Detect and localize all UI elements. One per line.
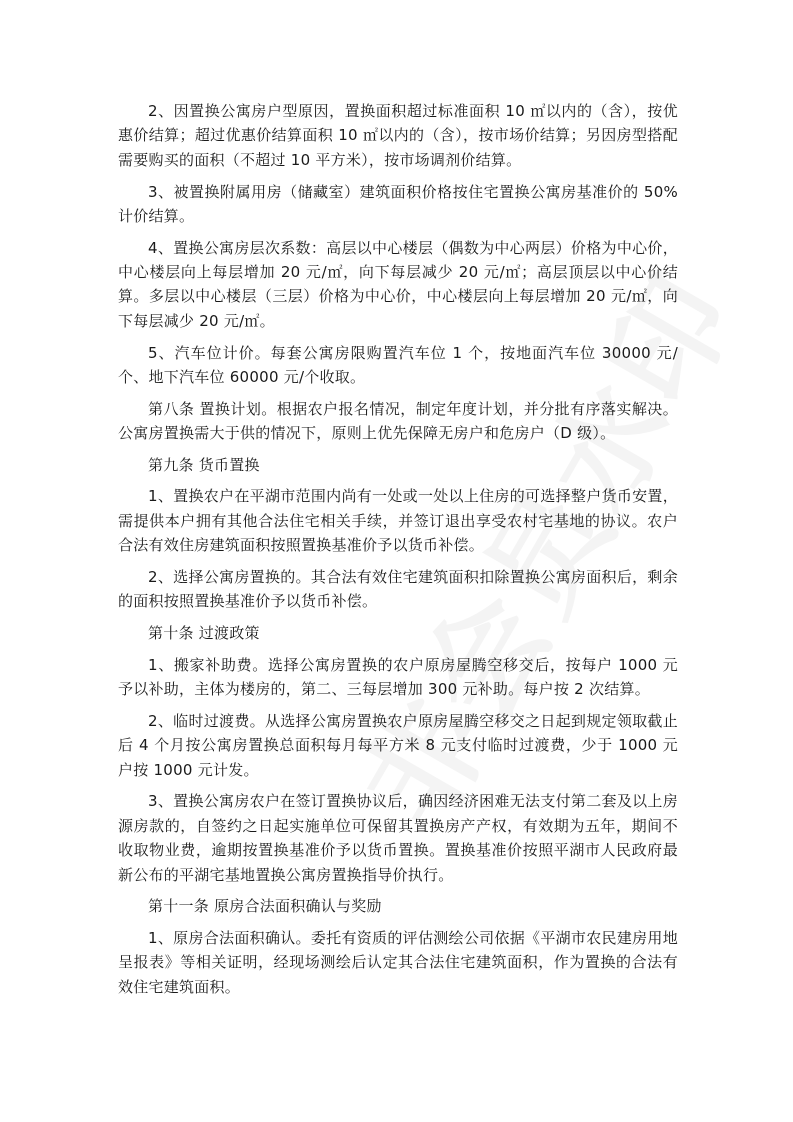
clause-7-item-4: 4、置换公寓房层次系数：高层以中心楼层（偶数为中心两层）价格为中心价，中心楼层向上每层增加 20 元/㎡，向下每层减少 20 元/㎡；高层顶层以中心价结算。多层以中心楼层（三层）价格为中心价，中心楼层向上每层增加 20 元/㎡，向下每层减少 20 元/㎡。 <box>118 238 678 330</box>
clause-11-heading: 第十一条 原房合法面积确认与奖励 <box>148 897 382 916</box>
document-body <box>118 99 678 1007</box>
clause-7-item-5: 5、汽车位计价。每套公寓房限购置汽车位 1 个，按地面汽车位 30000 元/个、地下汽车位 60000 元/个收取。 <box>118 343 678 386</box>
clause-9-item-2: 2、选择公寓房置换的。其合法有效住宅建筑面积扣除置换公寓房面积后，剩余的面积按照置换基准价予以货币补偿。 <box>118 567 678 611</box>
clause-10-item-2: 2、临时过渡费。从选择公寓房置换农户原房屋腾空移交之日起到规定领取截止后 4 个月按公寓房置换总面积每月每平方米 8 元支付临时过渡费，少于 1000 元户按 1000 元计发。 <box>118 711 678 779</box>
clause-10-item-3: 3、置换公寓房农户在签订置换协议后，确因经济困难无法支付第二套及以上房源房款的，自签约之日起实施单位可保留其置换房产产权，有效期为五年，期间不收取物业费，逾期按置换基准价予以货币置换。置换基准价按照平湖市人民政府最新公布的平湖宅基地置换公寓房置换指导价执行。 <box>118 792 678 884</box>
clause-7-item-3: 3、被置换附属用房（储藏室）建筑面积价格按住宅置换公寓房基准价的 50%计价结算。 <box>118 182 678 225</box>
clause-9-heading: 第九条 货币置换 <box>148 455 260 474</box>
clause-10-heading: 第十条 过渡政策 <box>148 624 260 643</box>
clause-9-item-1: 1、置换农户在平湖市范围内尚有一处或一处以上住房的可选择整户货币安置，需提供本户拥有其他合法住宅相关手续，并签订退出享受农村宅基地的协议。农户合法有效住房建筑面积按照置换基准价予以货币补偿。 <box>118 487 678 555</box>
clause-11-item-1: 1、原房合法面积确认。委托有资质的评估测绘公司依据《平湖市农民建房用地呈报表》等相关证明，经现场测绘后认定其合法住宅建筑面积，作为置换的合法有效住宅建筑面积。 <box>118 929 678 996</box>
clause-10-item-1: 1、搬家补助费。选择公寓房置换的农户原房屋腾空移交后，按每户 1000 元予以补助，主体为楼房的，第二、三每层增加 300 元补助。每户按 2 次结算。 <box>118 655 678 699</box>
clause-7-item-2: 2、因置换公寓房户型原因，置换面积超过标准面积 10 ㎡以内的（含），按优惠价结算；超过优惠价结算面积 10 ㎡以内的（含），按市场价结算；另因房型搭配需要购买的面积（不超过 10 平方米），按市场调剂价结算。 <box>118 102 678 169</box>
clause-8: 第八条 置换计划。根据农户报名情况，制定年度计划，并分批有序落实解决。公寓房置换需大于供的情况下，原则上优先保障无房户和危房户（D 级）。 <box>118 399 678 443</box>
